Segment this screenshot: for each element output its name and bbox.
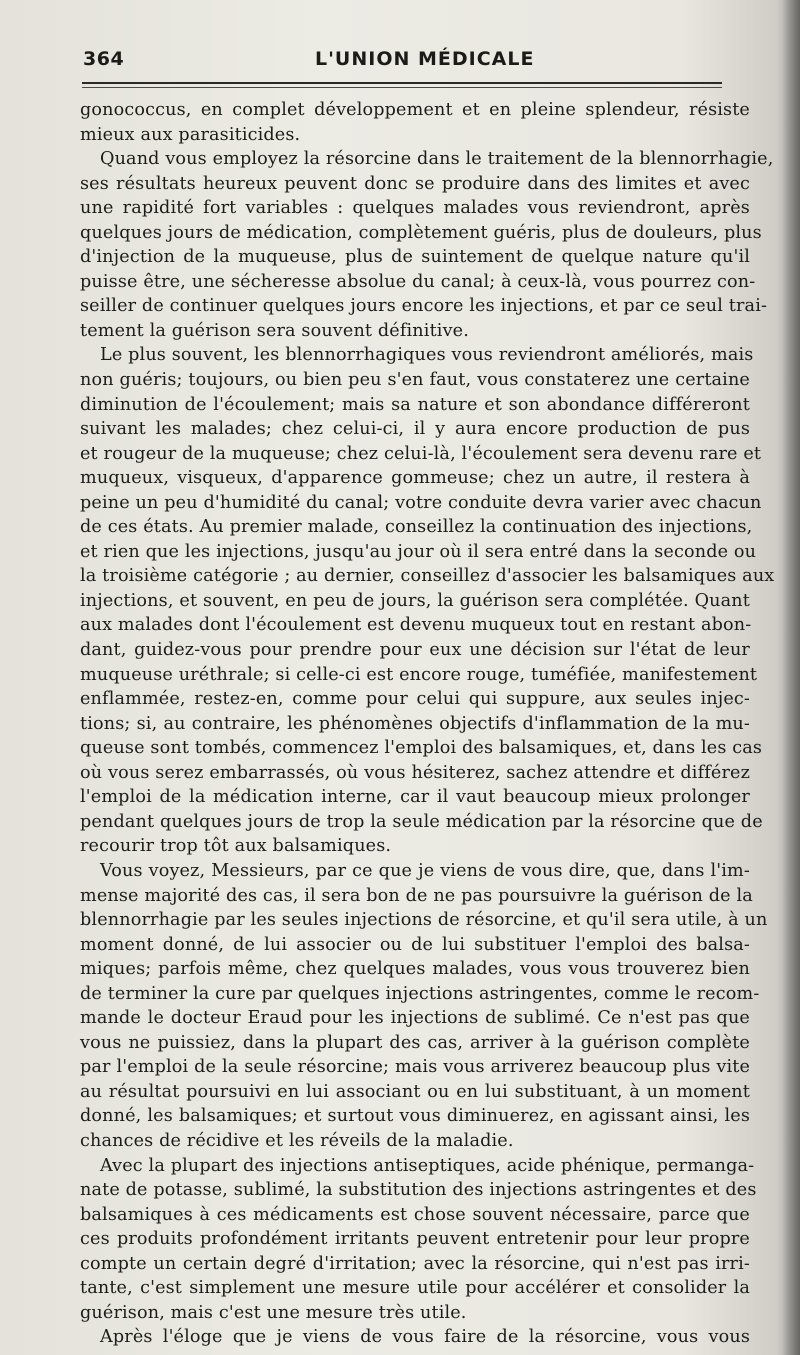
text-line: et rien que les injections, jusqu'au jour où il sera entré dans la seconde ou xyxy=(80,541,757,562)
text-line: pendant quelques jours de trop la seule médication par la résorcine que de xyxy=(80,811,763,832)
text-line: vous ne puissiez, dans la plupart des cas, arriver à la guérison complète xyxy=(80,1032,750,1053)
text-line: et rougeur de la muqueuse; chez celui-là, l'écoulement sera devenu rare et xyxy=(80,443,762,464)
text-line: gonococcus, en complet développement et en pleine splendeur, résiste xyxy=(80,100,750,120)
text-line: chances de récidive et les réveils de la maladie. xyxy=(80,1130,514,1151)
text-line: enflammée, restez-en, comme pour celui qui suppure, aux seules injec- xyxy=(80,689,750,710)
text-line: blennorrhagie par les seules injections de résorcine, et qu'il sera utile, à un xyxy=(80,910,768,931)
text-line: guérison, mais c'est une mesure très utile. xyxy=(80,1302,467,1323)
text-line: ces produits profondément irritants peuvent entretenir pour leur propre xyxy=(80,1229,750,1250)
text-line: balsamiques à ces médicaments est chose souvent nécessaire, parce que xyxy=(80,1204,750,1225)
header-rule xyxy=(82,82,722,84)
text-line: ses résultats heureux peuvent donc se produire dans des limites et avec xyxy=(80,173,750,194)
text-line: recourir trop tôt aux balsamiques. xyxy=(80,836,392,857)
text-line: tante, c'est simplement une mesure utile pour accélérer et consolider la xyxy=(80,1278,750,1299)
page-header xyxy=(83,48,753,76)
text-line: suivant les malades; chez celui-ci, il y aura encore production de pus xyxy=(80,419,750,440)
text-line: d'injection de la muqueuse, plus de suintement de quelque nature qu'il xyxy=(80,247,750,268)
text-line: muqueuse uréthrale; si celle-ci est encore rouge, tuméfiée, manifestement xyxy=(80,664,758,685)
text-line: Avec la plupart des injections antiseptiques, acide phénique, permanga- xyxy=(100,1155,755,1176)
text-line: injections, et souvent, en peu de jours, la guérison sera complétée. Quant xyxy=(80,590,750,611)
text-line: aux malades dont l'écoulement est devenu muqueux tout en restant abon- xyxy=(80,615,752,636)
text-line: une rapidité fort variables : quelques malades vous reviendront, après xyxy=(80,198,750,219)
text-line: miques; parfois même, chez quelques malades, vous vous trouverez bien xyxy=(80,959,750,980)
text-line: tement la guérison sera souvent définitive. xyxy=(80,320,469,341)
text-line: quelques jours de médication, complètement guéris, plus de douleurs, plus xyxy=(80,222,762,243)
text-line: puisse être, une sécheresse absolue du canal; à ceux-là, vous pourrez con- xyxy=(80,271,756,292)
text-line: peine un peu d'humidité du canal; votre conduite devra varier avec chacun xyxy=(80,492,762,513)
text-line: mense majorité des cas, il sera bon de ne pas poursuivre la guérison de la xyxy=(80,885,753,906)
text-line: diminution de l'écoulement; mais sa nature et son abondance différeront xyxy=(80,394,750,415)
page-number: 364 xyxy=(83,48,125,70)
text-line: de terminer la cure par quelques injections astringentes, comme le recom- xyxy=(80,983,760,1004)
text-line: nate de potasse, sublimé, la substitution des injections astringentes et des xyxy=(80,1180,757,1201)
text-line: où vous serez embarrassés, où vous hésiterez, sachez attendre et différez xyxy=(80,762,750,783)
text-line: compte un certain degré d'irritation; avec la résorcine, qui n'est pas irri- xyxy=(80,1253,750,1274)
text-line: dant, guidez-vous pour prendre pour eux une décision sur l'état de leur xyxy=(80,640,750,661)
text-line: moment donné, de lui associer ou de lui substituer l'emploi des balsa- xyxy=(80,934,750,955)
text-line: mieux aux parasiticides. xyxy=(80,124,301,145)
text-line: la troisième catégorie ; au dernier, conseillez d'associer les balsamiques aux xyxy=(80,566,775,587)
header-rule-thin xyxy=(82,87,722,88)
page-edge-shadow xyxy=(782,0,800,1355)
text-line: muqueux, visqueux, d'apparence gommeuse; chez un autre, il restera à xyxy=(80,468,750,489)
body-text xyxy=(80,98,775,1350)
text-line: par l'emploi de la seule résorcine; mais vous arriverez beaucoup plus vite xyxy=(80,1057,750,1078)
text-line: Quand vous employez la résorcine dans le traitement de la blennorrhagie, xyxy=(100,149,774,170)
text-line: l'emploi de la médication interne, car il vaut beaucoup mieux prolonger xyxy=(80,787,750,808)
text-line: tions; si, au contraire, les phénomènes objectifs d'inflammation de la mu- xyxy=(80,713,750,734)
text-line: Le plus souvent, les blennorrhagiques vous reviendront améliorés, mais xyxy=(100,345,754,366)
text-line: de ces états. Au premier malade, conseillez la continuation des injections, xyxy=(80,517,753,538)
text-line: queuse sont tombés, commencez l'emploi des balsamiques, et, dans les cas xyxy=(80,738,763,759)
text-line: donné, les balsamiques; et surtout vous diminuerez, en agissant ainsi, les xyxy=(80,1106,750,1127)
text-line: mande le docteur Eraud pour les injections de sublimé. Ce n'est pas que xyxy=(80,1008,750,1029)
running-title: L'UNION MÉDICALE xyxy=(315,48,535,70)
text-line: Après l'éloge que je viens de vous faire de la résorcine, vous vous xyxy=(100,1327,750,1348)
text-line: au résultat poursuivi en lui associant ou en lui substituant, à un moment xyxy=(80,1081,750,1102)
text-line: non guéris; toujours, ou bien peu s'en faut, vous constaterez une certaine xyxy=(80,370,750,391)
text-line: Vous voyez, Messieurs, par ce que je viens de vous dire, que, dans l'im- xyxy=(100,860,750,881)
text-line: seiller de continuer quelques jours encore les injections, et par ce seul trai- xyxy=(80,296,768,317)
